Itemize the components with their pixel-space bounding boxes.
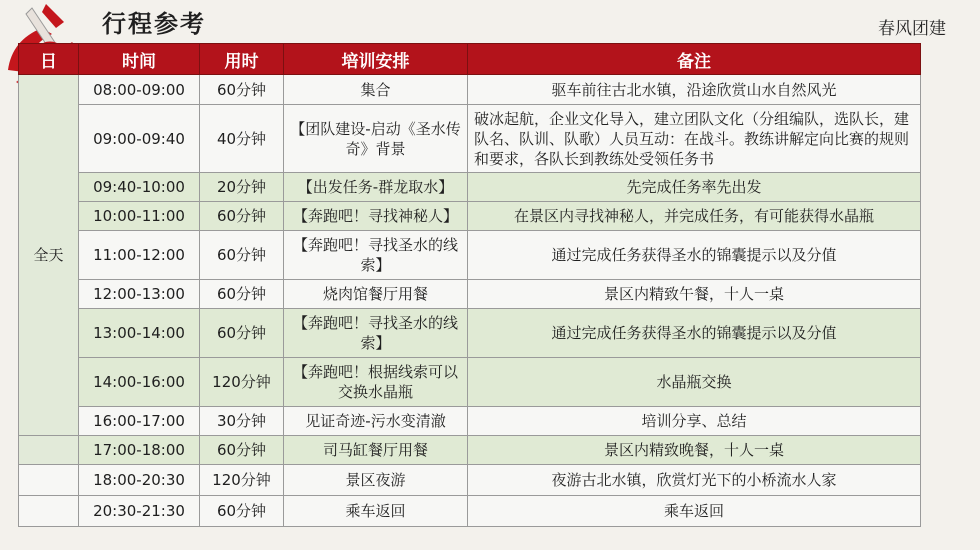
day-cell-empty	[19, 465, 79, 496]
column-header-day: 日	[19, 44, 79, 75]
table-header-row	[19, 44, 921, 75]
time-cell: 17:00-18:00	[79, 436, 200, 465]
notes-cell: 通过完成任务获得圣水的锦囊提示以及分值	[468, 309, 921, 358]
table-row	[19, 465, 921, 496]
notes-cell: 景区内精致午餐，十人一桌	[468, 280, 921, 309]
duration-cell: 120分钟	[200, 358, 284, 407]
notes-cell: 在景区内寻找神秘人，并完成任务，有可能获得水晶瓶	[468, 202, 921, 231]
notes-cell: 破冰起航，企业文化导入，建立团队文化（分组编队，选队长，建队名、队训、队歌）人员互动：在战斗。教练讲解定向比赛的规则和要求，各队长到教练处受领任务书	[468, 105, 921, 173]
training-cell: 见证奇迹-污水变清澈	[284, 407, 468, 436]
time-cell: 12:00-13:00	[79, 280, 200, 309]
training-cell: 【奔跑吧！寻找圣水的线索】	[284, 231, 468, 280]
day-label: 全天	[19, 75, 79, 436]
table-row	[19, 496, 921, 527]
column-header-training: 培训安排	[284, 44, 468, 75]
notes-cell: 乘车返回	[468, 496, 921, 527]
column-header-duration: 用时	[200, 44, 284, 75]
table-row	[19, 407, 921, 436]
time-cell: 13:00-14:00	[79, 309, 200, 358]
time-cell: 14:00-16:00	[79, 358, 200, 407]
table-row	[19, 173, 921, 202]
time-cell: 10:00-11:00	[79, 202, 200, 231]
time-cell: 16:00-17:00	[79, 407, 200, 436]
duration-cell: 30分钟	[200, 407, 284, 436]
duration-cell: 120分钟	[200, 465, 284, 496]
training-cell: 烧肉馆餐厅用餐	[284, 280, 468, 309]
duration-cell: 60分钟	[200, 231, 284, 280]
notes-cell: 景区内精致晚餐，十人一桌	[468, 436, 921, 465]
table-row	[19, 309, 921, 358]
time-cell: 08:00-09:00	[79, 75, 200, 105]
table-row	[19, 75, 921, 105]
duration-cell: 60分钟	[200, 202, 284, 231]
column-header-time: 时间	[79, 44, 200, 75]
notes-cell: 培训分享、总结	[468, 407, 921, 436]
table-row	[19, 105, 921, 173]
duration-cell: 60分钟	[200, 280, 284, 309]
notes-cell: 通过完成任务获得圣水的锦囊提示以及分值	[468, 231, 921, 280]
notes-cell: 水晶瓶交换	[468, 358, 921, 407]
duration-cell: 60分钟	[200, 496, 284, 527]
training-cell: 景区夜游	[284, 465, 468, 496]
brand-label: 春风团建	[878, 19, 946, 39]
duration-cell: 20分钟	[200, 173, 284, 202]
notes-cell: 先完成任务率先出发	[468, 173, 921, 202]
time-cell: 11:00-12:00	[79, 231, 200, 280]
training-cell: 【奔跑吧！寻找神秘人】	[284, 202, 468, 231]
table-row	[19, 358, 921, 407]
table-row	[19, 280, 921, 309]
training-cell: 【奔跑吧！根据线索可以交换水晶瓶	[284, 358, 468, 407]
time-cell: 18:00-20:30	[79, 465, 200, 496]
day-cell-empty	[19, 496, 79, 527]
duration-cell: 60分钟	[200, 436, 284, 465]
page-title: 行程参考	[102, 10, 206, 38]
training-cell: 司马缸餐厅用餐	[284, 436, 468, 465]
schedule-table	[18, 43, 921, 527]
day-cell-empty	[19, 436, 79, 465]
table-row	[19, 202, 921, 231]
time-cell: 20:30-21:30	[79, 496, 200, 527]
table-row	[19, 436, 921, 465]
time-cell: 09:00-09:40	[79, 105, 200, 173]
training-cell: 【出发任务-群龙取水】	[284, 173, 468, 202]
duration-cell: 60分钟	[200, 309, 284, 358]
column-header-notes: 备注	[468, 44, 921, 75]
training-cell: 乘车返回	[284, 496, 468, 527]
training-cell: 【奔跑吧！寻找圣水的线索】	[284, 309, 468, 358]
duration-cell: 60分钟	[200, 75, 284, 105]
time-cell: 09:40-10:00	[79, 173, 200, 202]
notes-cell: 驱车前往古北水镇，沿途欣赏山水自然风光	[468, 75, 921, 105]
duration-cell: 40分钟	[200, 105, 284, 173]
notes-cell: 夜游古北水镇，欣赏灯光下的小桥流水人家	[468, 465, 921, 496]
training-cell: 集合	[284, 75, 468, 105]
table-row	[19, 231, 921, 280]
training-cell: 【团队建设-启动《圣水传奇》背景	[284, 105, 468, 173]
